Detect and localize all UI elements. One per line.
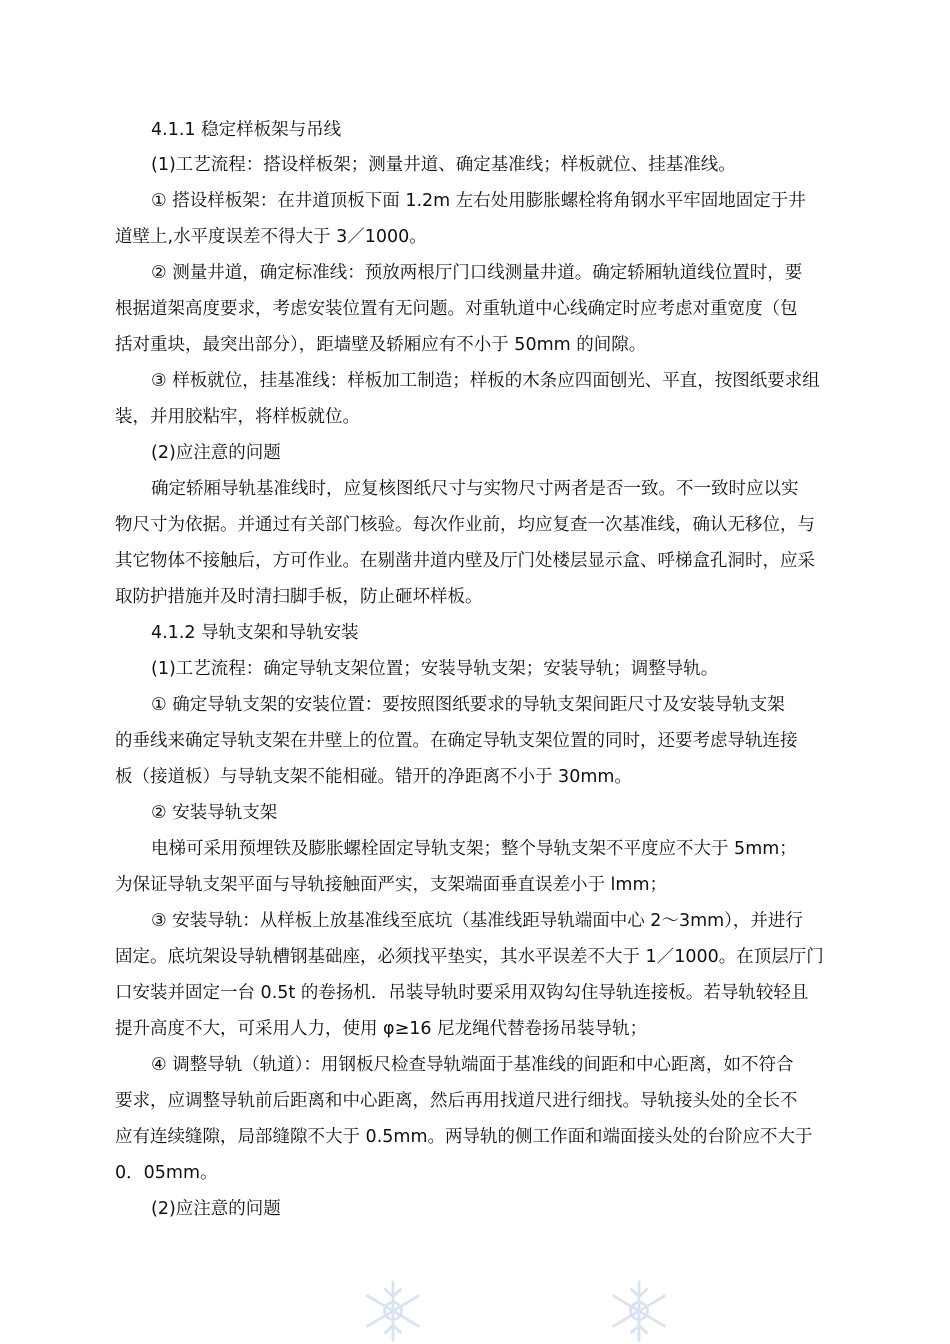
paragraph-line: 板（接道板）与导轨支架不能相碰。错开的净距离不小于 30mm。 (115, 767, 632, 787)
paragraph-line: 0．05mm。 (115, 1163, 218, 1183)
paragraph-line: (1)工艺流程：搭设样板架；测量井道、确定基准线；样板就位、挂基准线。 (151, 155, 736, 175)
paragraph-line: 的垂线来确定导轨支架在井壁上的位置。在确定导轨支架位置的同时，还要考虑导轨连接 (115, 731, 798, 751)
paragraph-line: 括对重块，最突出部分），距墙壁及轿厢应有不小于 50mm 的间隙。 (115, 335, 647, 355)
paragraph-line: 口安装并固定一台 0.5t 的卷扬机．吊装导轨时要采用双钩勾住导轨连接板。若导轨较轻且 (115, 983, 809, 1003)
paragraph-line: 物尺寸为依据。并通过有关部门核验。每次作业前，均应复查一次基准线，确认无移位，与 (115, 515, 815, 535)
paragraph-line: 应有连续缝隙，局部缝隙不大于 0.5mm。两导轨的侧工作面和端面接头处的台阶应不大于 (115, 1127, 813, 1147)
paragraph-line: ② 测量井道，确定标准线：预放两根厅门口线测量井道。确定轿厢轨道线位置时，要 (151, 263, 803, 283)
paragraph-line: ① 搭设样板架：在井道顶板下面 1.2m 左右处用膨胀螺栓将角钢水平牢固地固定于井 (151, 191, 806, 211)
paragraph-line: 其它物体不接触后，方可作业。在剔凿井道内壁及厅门处楼层显示盒、呼梯盒孔洞时，应采 (115, 551, 815, 571)
section-heading-4-1-1: 4.1.1 稳定样板架与吊线 (151, 120, 342, 140)
snowflake-watermark-icon (604, 1278, 674, 1344)
snowflake-watermark-icon (358, 1278, 428, 1344)
paragraph-line: 要求，应调整导轨前后距离和中心距离，然后再用找道尺进行细找。导轨接头处的全长不 (115, 1091, 798, 1111)
subheading-install-bracket: ② 安装导轨支架 (151, 803, 278, 823)
paragraph-line: 装，并用胶粘牢，将样板就位。 (115, 407, 360, 427)
paragraph-line: ③ 安装导轨：从样板上放基准线至底坑（基准线距导轨端面中心 2～3mm），并进行 (151, 911, 803, 931)
paragraph-line: ③ 样板就位，挂基准线：样板加工制造；样板的木条应四面刨光、平直，按图纸要求组 (151, 371, 820, 391)
subheading-notes: (2)应注意的问题 (151, 443, 281, 463)
paragraph-line: (1)工艺流程：确定导轨支架位置；安装导轨支架；安装导轨；调整导轨。 (151, 659, 719, 679)
paragraph-line: ① 确定导轨支架的安装位置：要按照图纸要求的导轨支架间距尺寸及安装导轨支架 (151, 695, 785, 715)
paragraph-line: 固定。底坑架设导轨槽钢基础座，必须找平垫实，其水平误差不大于 1／1000。在顶层厅门 (115, 947, 824, 967)
paragraph-line: 根据道架高度要求，考虑安装位置有无问题。对重轨道中心线确定时应考虑对重宽度（包 (115, 299, 798, 319)
paragraph-line: 电梯可采用预埋铁及膨胀螺栓固定导轨支架；整个导轨支架不平度应不大于 5mm； (151, 839, 797, 859)
paragraph-line: 为保证导轨支架平面与导轨接触面严实，支架端面垂直误差小于 lmm； (115, 875, 668, 895)
paragraph-line: ④ 调整导轨（轨道）：用钢板尺检查导轨端面于基准线的间距和中心距离，如不符合 (151, 1055, 794, 1075)
paragraph-line: 取防护措施并及时清扫脚手板，防止砸坏样板。 (115, 587, 483, 607)
paragraph-line: 确定轿厢导轨基准线时，应复核图纸尺寸与实物尺寸两者是否一致。不一致时应以实 (151, 479, 799, 499)
paragraph-line: 道壁上,水平度误差不得大于 3／1000。 (115, 227, 427, 247)
section-heading-4-1-2: 4.1.2 导轨支架和导轨安装 (151, 623, 359, 643)
paragraph-line: 提升高度不大，可采用人力，使用 φ≥16 尼龙绳代替卷扬吊装导轨； (115, 1019, 648, 1039)
subheading-notes: (2)应注意的问题 (151, 1199, 281, 1219)
